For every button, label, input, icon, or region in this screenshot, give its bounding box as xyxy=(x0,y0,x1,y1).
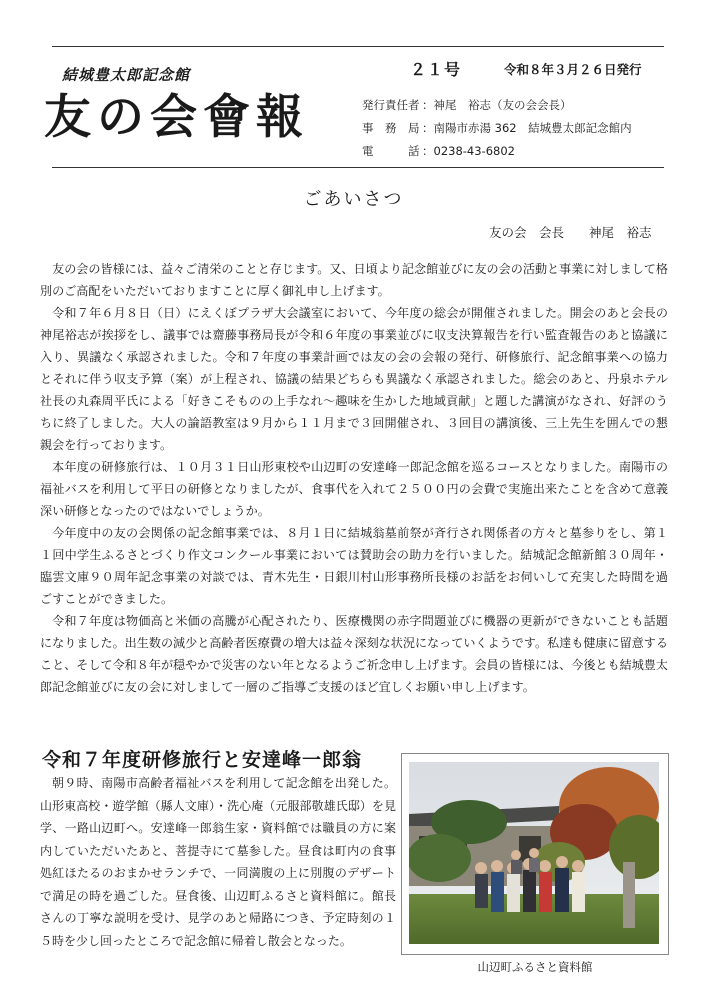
group-photo xyxy=(409,762,659,944)
greeting-paragraph: 今年度中の友の会関係の記念館事業では、８月１日に結城翁墓前祭が斉行され関係者の方々と墓参りをし、第１１回中学生ふるさとづくり作文コンクール事業においては賛助会の助力を行いました。結城記念館新館３０周年・臨雲文庫９０周年記念事業の対談では、青木先生・日銀川村山形事務所長様のお話をお伺いして充実した時間を過ごすことができました。 xyxy=(40,526,668,606)
masthead-title: 友の会會報 xyxy=(44,90,309,145)
issue-date: 令和８年３月２６日発行 xyxy=(504,62,642,77)
phone-line xyxy=(362,143,515,159)
top-rule xyxy=(52,46,664,47)
publisher-value: ：神尾 裕志（友の会会長） xyxy=(422,98,572,112)
article-body xyxy=(40,772,396,952)
greeting-body xyxy=(40,258,668,698)
greeting-paragraph: 令和７年６月８日（日）にえくぼプラザ大会議室において、今年度の総会が開催されました。開会のあと会長の神尾裕志が挨拶をし、議事では齋藤事務局長が令和６年度の事業並びに収支決算報告を行い監査報告のあと協議に入り、異議なく承認されました。令和７年度の事業計画では友の会の会報の発行、研修旅行、記念館事業への協力とそれに伴う収支予算（案）が上程され、協議の結果どちらも異議なく承認されました。総会のあと、丹泉ホテル社長の丸森周平氏による「好きこそものの上手なれ～趣味を生かした地域貢献」と題した講演がなされ、好評のうちに終了しました。大人の論語教室は９月から１１月まで３回開催され、３回目の講演後、三上先生を囲んでの懇親会を行っております。 xyxy=(40,306,668,452)
greeting-title: ごあいさつ xyxy=(303,189,404,210)
office-label: 事 務 局 xyxy=(362,121,420,135)
header-bottom-rule xyxy=(52,167,664,168)
office-line xyxy=(362,120,632,136)
masthead-subtitle: 結城豊太郎記念館 xyxy=(62,66,191,84)
photo-caption: 山辺町ふるさと資料館 xyxy=(477,960,593,974)
phone-label: 電 話 xyxy=(362,144,420,158)
greeting-paragraph: 友の会の皆様には、益々ご清栄のことと存じます。又、日頃より記念館並びに友の会の活動と事業に対しまして格別のご高配をいただいておりますことに厚く御礼申し上げます。 xyxy=(40,262,668,298)
publisher-label: 発行責任者 xyxy=(362,98,420,112)
greeting-paragraph: 本年度の研修旅行は、１０月３１日山形東校や山辺町の安達峰一郎記念館を巡るコースとなりました。南陽市の福祉バスを利用して平日の研修となりましたが、食事代を入れて２５００円の会費で実施出来たことを含めて意義深い研修となったのではないでしょうか。 xyxy=(40,460,668,518)
article-title: 令和７年度研修旅行と安達峰一郎翁 xyxy=(42,749,363,771)
greeting-paragraph: 令和７年度は物価高と米価の高騰が心配されたり、医療機関の赤字問題並びに機器の更新ができないことも話題になりました。出生数の減少と高齢者医療費の増大は益々深刻な状況になっていくようです。私達も健康に留意すること、そして令和８年が穏やかで災害のない年となるようご祈念申し上げます。会員の皆様には、今後とも結城豊太郎記念館並びに友の会に対しまして一層のご指導ご支援のほど宜しくお願い申し上げます。 xyxy=(40,614,668,694)
greeting-author: 友の会 会長 神尾 裕志 xyxy=(489,225,652,240)
phone-value: ：0238-43-6802 xyxy=(422,144,515,158)
publisher-line xyxy=(362,97,572,113)
issue-number: ２１号 xyxy=(410,60,462,79)
office-value: ：南陽市赤湯 362 結城豊太郎記念館内 xyxy=(422,121,632,135)
article-paragraph: 朝９時、南陽市高齢者福祉バスを利用して記念館を出発した。山形東高校・遊学館（縣人文庫）・洗心庵（元服部敬雄氏邸）を見学、一路山辺町へ。安達峰一郎翁生家・資料館では職員の方に案内していただいたあと、菩提寺にて墓参した。昼食は町内の食事処紅ほたるのおまかせランチで、一同満腹の上に別腹のデザートで満足の時を過ごした。昼食後、山辺町ふるさと資料館に。館長さんの丁寧な説明を受け、見学のあと帰路につき、予定時刻の１５時を少し回ったところで記念館に帰着し散会となった。 xyxy=(40,776,396,948)
